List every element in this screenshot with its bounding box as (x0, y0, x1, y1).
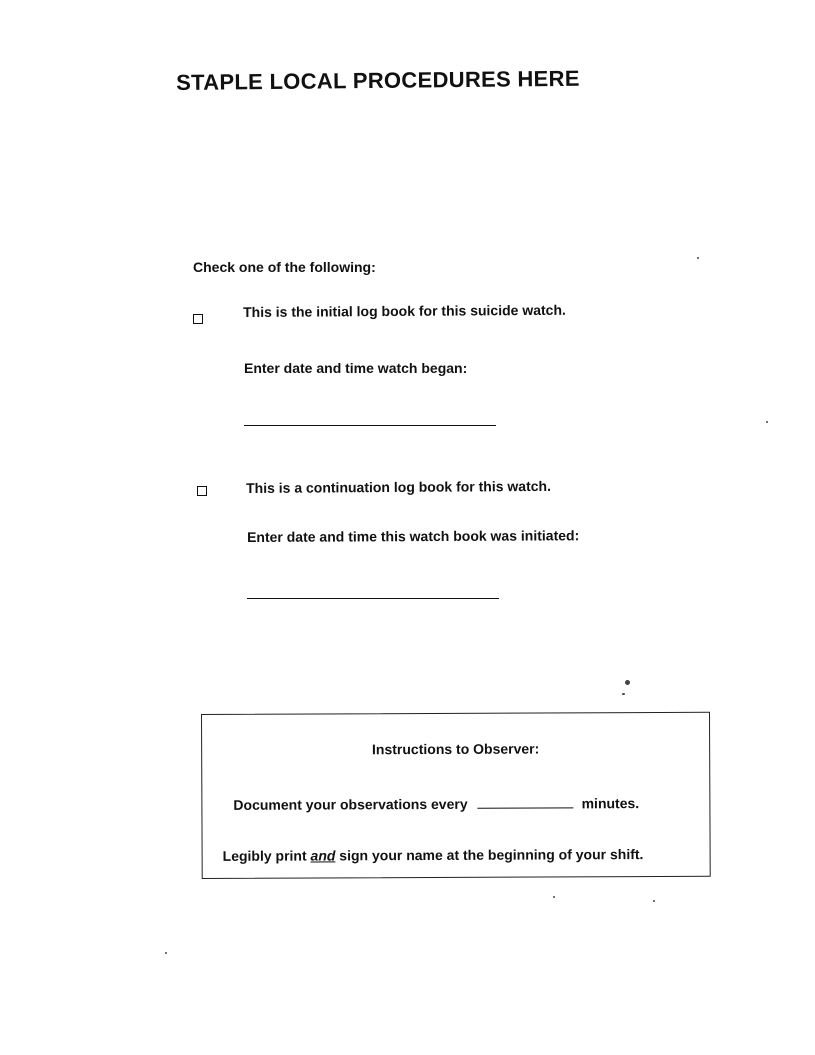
observation-minutes-field[interactable] (478, 797, 574, 808)
observation-minutes-unit: minutes. (581, 795, 640, 812)
watch-began-field[interactable] (244, 425, 496, 426)
scan-speck (653, 900, 655, 902)
watch-book-initiated-field[interactable] (247, 598, 499, 599)
initial-log-checkbox[interactable] (193, 314, 203, 324)
scan-speck (553, 896, 555, 898)
scan-speck (622, 693, 625, 695)
initial-log-prompt: Enter date and time watch began: (244, 360, 468, 376)
continuation-log-prompt: Enter date and time this watch book was initiated: (247, 527, 580, 545)
page-title: STAPLE LOCAL PROCEDURES HERE (176, 65, 580, 95)
sign-name-text-end: sign your name at the beginning of your shift. (339, 846, 644, 864)
scan-speck (766, 421, 768, 423)
observer-instructions-heading: Instructions to Observer: (371, 740, 540, 758)
sign-name-emphasis: and (310, 847, 336, 864)
continuation-log-checkbox[interactable] (197, 486, 207, 496)
scan-speck (697, 257, 699, 259)
initial-log-label: This is the initial log book for this suicide watch. (243, 301, 566, 320)
observation-frequency-text: Document your observations every (233, 795, 468, 813)
sign-name-text-start: Legibly print (222, 847, 307, 864)
observer-instructions-box (201, 712, 711, 879)
sign-name-line (223, 846, 644, 864)
check-instruction: Check one of the following: (193, 259, 376, 275)
scan-speck (625, 680, 630, 685)
continuation-log-label: This is a continuation log book for this watch. (246, 477, 552, 496)
scan-speck (165, 952, 167, 954)
observation-frequency-line (233, 795, 639, 813)
